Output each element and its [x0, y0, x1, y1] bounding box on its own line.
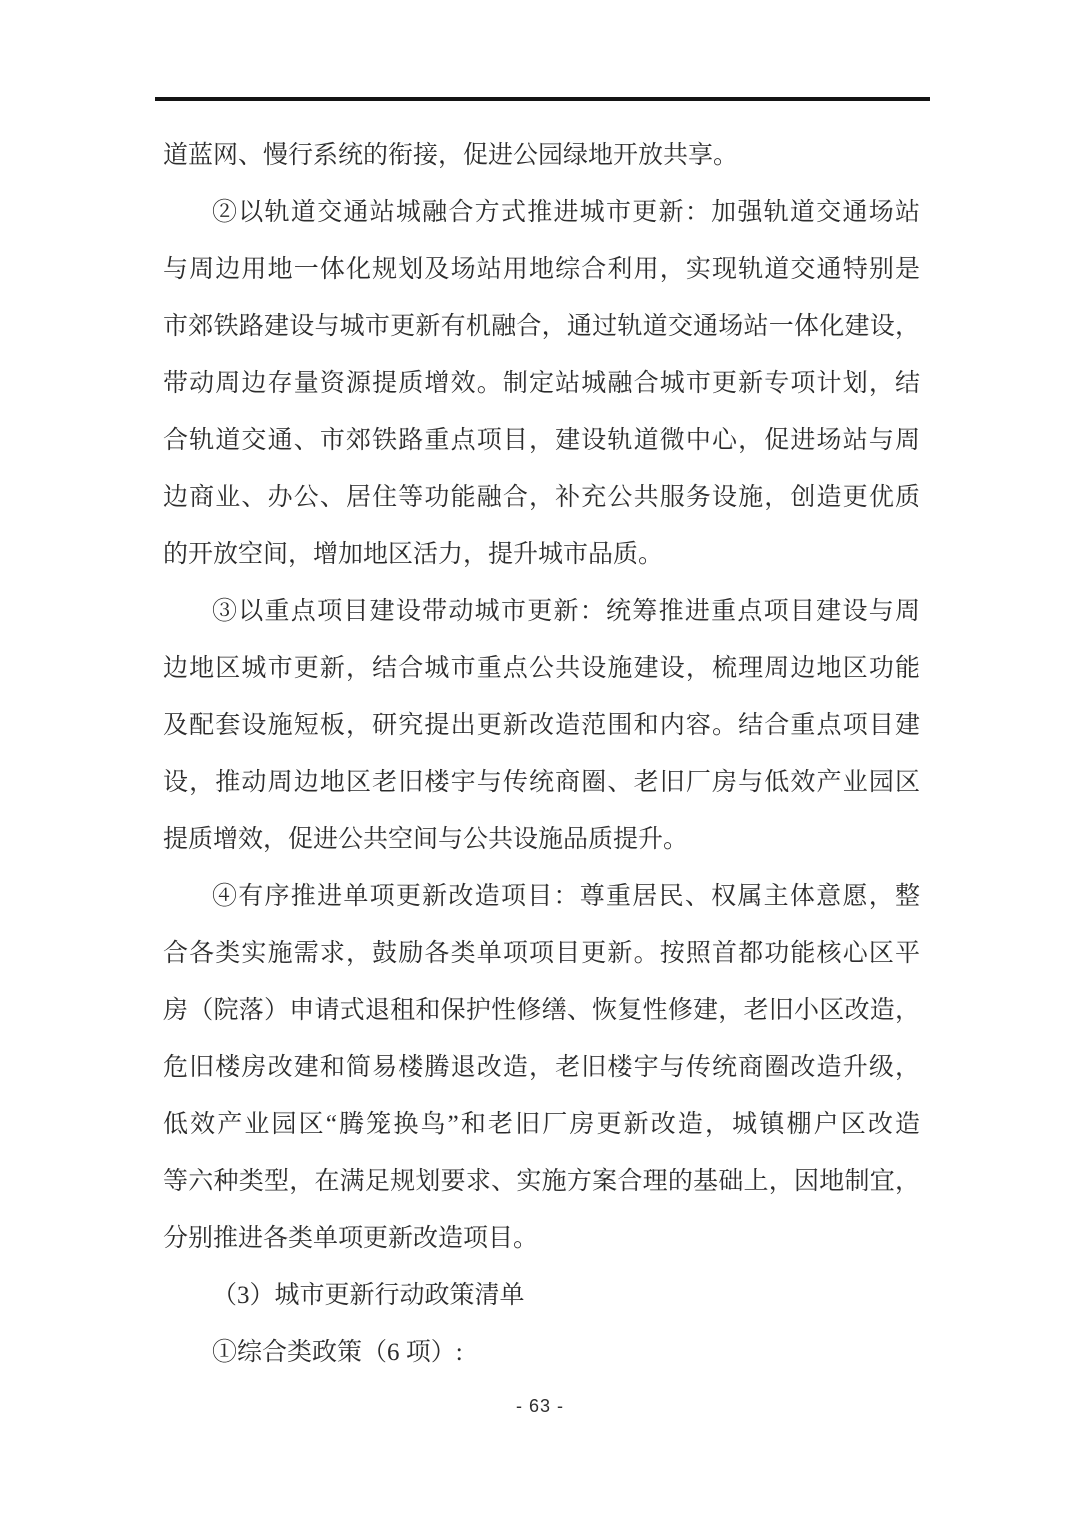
- text-line: （3）城市更新行动政策清单: [212, 1282, 525, 1309]
- text-line: 危旧楼房改建和简易楼腾退改造，老旧楼宇与传统商圈改造升级，: [163, 1054, 920, 1081]
- text-line: ①综合类政策（6 项）:: [212, 1339, 463, 1366]
- page-number: - 63 -: [515, 1396, 564, 1416]
- text-line: 带动周边存量资源提质增效。制定站城融合城市更新专项计划，结: [163, 370, 920, 397]
- text-line: 提质增效，促进公共空间与公共设施品质提升。: [163, 826, 689, 853]
- text-line: 道蓝网、慢行系统的衔接，促进公园绿地开放共享。: [163, 142, 739, 169]
- text-line: ④有序推进单项更新改造项目：尊重居民、权属主体意愿，整: [212, 883, 920, 910]
- text-line: ③以重点项目建设带动城市更新：统筹推进重点项目建设与周: [212, 598, 920, 625]
- text-line: 房（院落）申请式退租和保护性修缮、恢复性修建，老旧小区改造，: [163, 997, 920, 1024]
- text-line: 等六种类型，在满足规划要求、实施方案合理的基础上，因地制宜，: [163, 1168, 920, 1195]
- text-line: 市郊铁路建设与城市更新有机融合，通过轨道交通场站一体化建设，: [163, 313, 920, 340]
- text-line: 低效产业园区“腾笼换鸟”和老旧厂房更新改造，城镇棚户区改造: [163, 1111, 920, 1138]
- text-line: 边商业、办公、居住等功能融合，补充公共服务设施，创造更优质: [163, 484, 920, 511]
- text-line: 与周边用地一体化规划及场站用地综合利用，实现轨道交通特别是: [163, 256, 920, 283]
- text-line: 及配套设施短板，研究提出更新改造范围和内容。结合重点项目建: [163, 712, 920, 739]
- text-line: 合轨道交通、市郊铁路重点项目，建设轨道微中心，促进场站与周: [163, 427, 920, 454]
- header-rule: [155, 97, 930, 101]
- text-line: 分别推进各类单项更新改造项目。: [163, 1225, 539, 1252]
- text-line: ②以轨道交通站城融合方式推进城市更新：加强轨道交通场站: [212, 199, 920, 226]
- text-line: 的开放空间，增加地区活力，提升城市品质。: [163, 541, 664, 568]
- text-line: 边地区城市更新，结合城市重点公共设施建设，梳理周边地区功能: [163, 655, 920, 682]
- text-line: 合各类实施需求，鼓励各类单项项目更新。按照首都功能核心区平: [163, 940, 920, 967]
- text-line: 设，推动周边地区老旧楼宇与传统商圈、老旧厂房与低效产业园区: [163, 769, 920, 796]
- document-body: [163, 127, 920, 1381]
